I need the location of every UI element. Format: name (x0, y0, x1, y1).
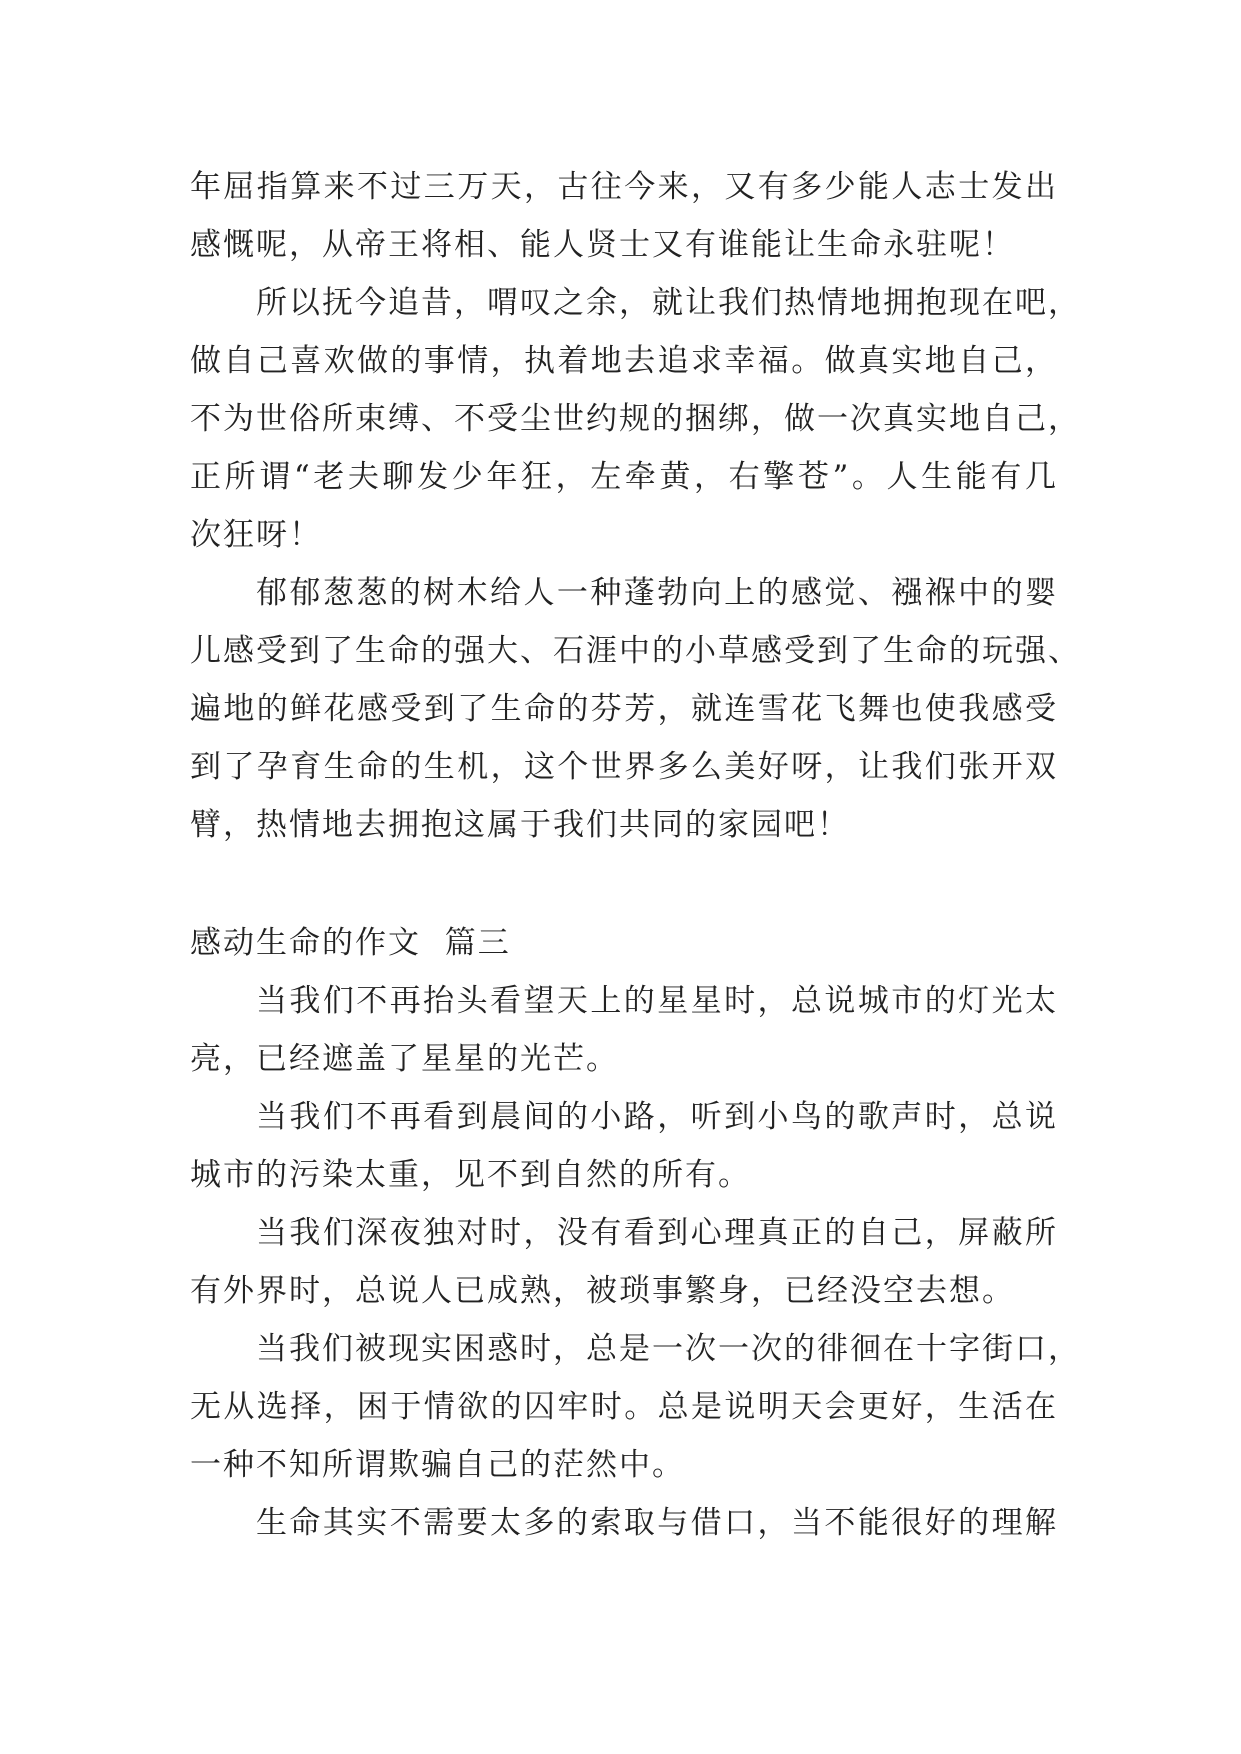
text-line: 无从选择，困于情欲的囚牢时。总是说明天会更好，生活在 (190, 1389, 1058, 1425)
text-line: 当我们深夜独对时，没有看到心理真正的自己，屏蔽所 (256, 1215, 1058, 1251)
section-heading: 感动生命的作文 篇三 (190, 925, 511, 961)
text-line: 亮，已经遮盖了星星的光芒。 (190, 1041, 619, 1077)
paragraph (190, 1320, 1081, 1494)
text-line: 当我们被现实困惑时，总是一次一次的徘徊在十字街口， (256, 1331, 1081, 1367)
paragraph (190, 1204, 1058, 1320)
text-line: 当我们不再抬头看望天上的星星时，总说城市的灯光太 (256, 983, 1058, 1019)
text-line: 所以抚今追昔，喟叹之余，就让我们热情地拥抱现在吧， (256, 285, 1081, 321)
text-line: 不为世俗所束缚、不受尘世约规的捆绑，做一次真实地自己， (190, 401, 1081, 437)
paragraph (190, 1494, 1058, 1552)
text-line: 次狂呀！ (190, 517, 322, 553)
text-line: 臂，热情地去拥抱这属于我们共同的家园吧！ (190, 807, 850, 843)
text-line: 遍地的鲜花感受到了生命的芬芳，就连雪花飞舞也使我感受 (190, 691, 1058, 727)
text-line: 做自己喜欢做的事情，执着地去追求幸福。做真实地自己， (190, 343, 1058, 379)
text-line: 城市的污染太重，见不到自然的所有。 (190, 1157, 751, 1193)
text-line: 一种不知所谓欺骗自己的茫然中。 (190, 1447, 685, 1483)
text-line: 有外界时，总说人已成熟，被琐事繁身，已经没空去想。 (190, 1273, 1015, 1309)
text-line: 正所谓“老夫聊发少年狂，左牵黄，右擎苍”。人生能有几 (190, 459, 1058, 495)
text-line: 郁郁葱葱的树木给人一种蓬勃向上的感觉、襁褓中的婴 (256, 575, 1058, 611)
text-line: 到了孕育生命的生机，这个世界多么美好呀，让我们张开双 (190, 749, 1058, 785)
section-gap (190, 854, 1058, 914)
paragraph (190, 274, 1081, 564)
paragraph (190, 1088, 1058, 1204)
paragraph (190, 158, 1058, 274)
text-line: 生命其实不需要太多的索取与借口，当不能很好的理解 (256, 1505, 1058, 1541)
text-line: 年屈指算来不过三万天，古往今来，又有多少能人志士发出 (190, 169, 1058, 205)
document-body (190, 158, 1081, 1552)
text-line: 儿感受到了生命的强大、石涯中的小草感受到了生命的玩强、 (190, 633, 1081, 669)
paragraph (190, 972, 1058, 1088)
text-line: 感慨呢，从帝王将相、能人贤士又有谁能让生命永驻呢！ (190, 227, 1015, 263)
paragraph (190, 564, 1081, 854)
text-line: 当我们不再看到晨间的小路，听到小鸟的歌声时，总说 (256, 1099, 1058, 1135)
